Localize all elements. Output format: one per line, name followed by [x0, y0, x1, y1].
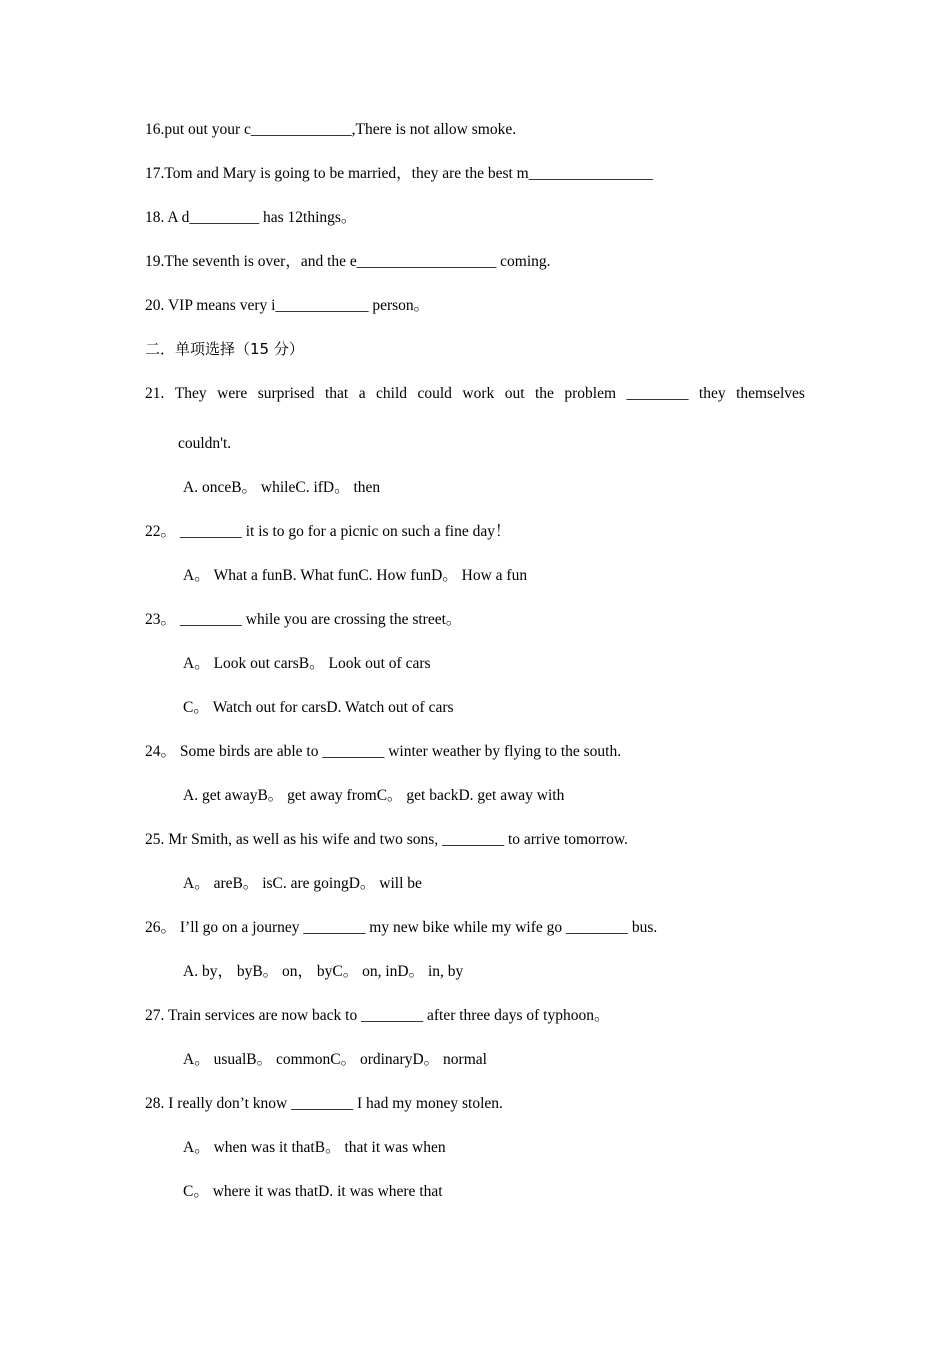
q21-word: that [325, 385, 349, 402]
q21-word: out [504, 385, 525, 402]
question-25-options: A。 areB。 isC. are goingD。 will be [183, 875, 422, 892]
question-23-options-cd: C。 Watch out for carsD. Watch out of cars [183, 699, 454, 716]
q21-word: problem [564, 385, 617, 402]
q21-word: could [417, 385, 452, 402]
question-26-options: A. by， byB。 on， byC。 on, inD。 in, by [183, 963, 464, 980]
q21-word: were [217, 385, 248, 402]
q21-word: themselves [736, 385, 805, 402]
question-22-stem: 22。 ________ it is to go for a picnic on such a fine day！ [145, 523, 511, 540]
fill-in-20: 20. VIP means very i____________ person。 [145, 297, 430, 314]
question-25-stem: 25. Mr Smith, as well as his wife and two sons, ________ to arrive tomorrow. [145, 831, 628, 848]
q21-word: work [462, 385, 495, 402]
section-heading: 二．单项选择（15 分） [145, 340, 304, 358]
q21-word: surprised [257, 385, 315, 402]
fill-in-17: 17.Tom and Mary is going to be married，they are the best m________________ [145, 165, 653, 182]
question-28-stem: 28. I really don’t know ________ I had my money stolen. [145, 1095, 503, 1112]
question-21-options: A. onceB。 whileC. ifD。 then [183, 479, 381, 496]
question-27-stem: 27. Train services are now back to ________ after three days of typhoon。 [145, 1007, 610, 1024]
q21-word: the [534, 385, 554, 402]
question-28-options-cd: C。 where it was thatD. it was where that [183, 1183, 443, 1200]
question-23-options-ab: A。 Look out carsB。 Look out of cars [183, 655, 431, 672]
question-26-stem: 26。 I’ll go on a journey ________ my new bike while my wife go ________ bus. [145, 919, 658, 936]
q21-word: they [698, 385, 726, 402]
question-21-stem [145, 384, 805, 404]
fill-in-18: 18. A d_________ has 12things。 [145, 209, 357, 226]
question-22-options: A。 What a funB. What funC. How funD。 How a fun [183, 567, 528, 584]
fill-in-19: 19.The seventh is over，and the e__________________ coming. [145, 253, 551, 270]
question-27-options: A。 usualB。 commonC。 ordinaryD。 normal [183, 1051, 487, 1068]
fill-in-16: 16.put out your c_____________,There is not allow smoke. [145, 121, 517, 138]
q21-word: They [174, 385, 207, 402]
q21-word: a [358, 385, 366, 402]
question-28-options-ab: A。 when was it thatB。 that it was when [183, 1139, 446, 1156]
question-21-continuation: couldn't. [178, 435, 232, 452]
q21-word: child [376, 385, 408, 402]
question-24-stem: 24。 Some birds are able to ________ winter weather by flying to the south. [145, 743, 622, 760]
question-24-options: A. get awayB。 get away fromC。 get backD. get away with [183, 787, 565, 804]
q21-word: 21. [145, 385, 165, 402]
q21-word: ________ [626, 385, 689, 402]
question-23-stem: 23。 ________ while you are crossing the street。 [145, 611, 462, 628]
